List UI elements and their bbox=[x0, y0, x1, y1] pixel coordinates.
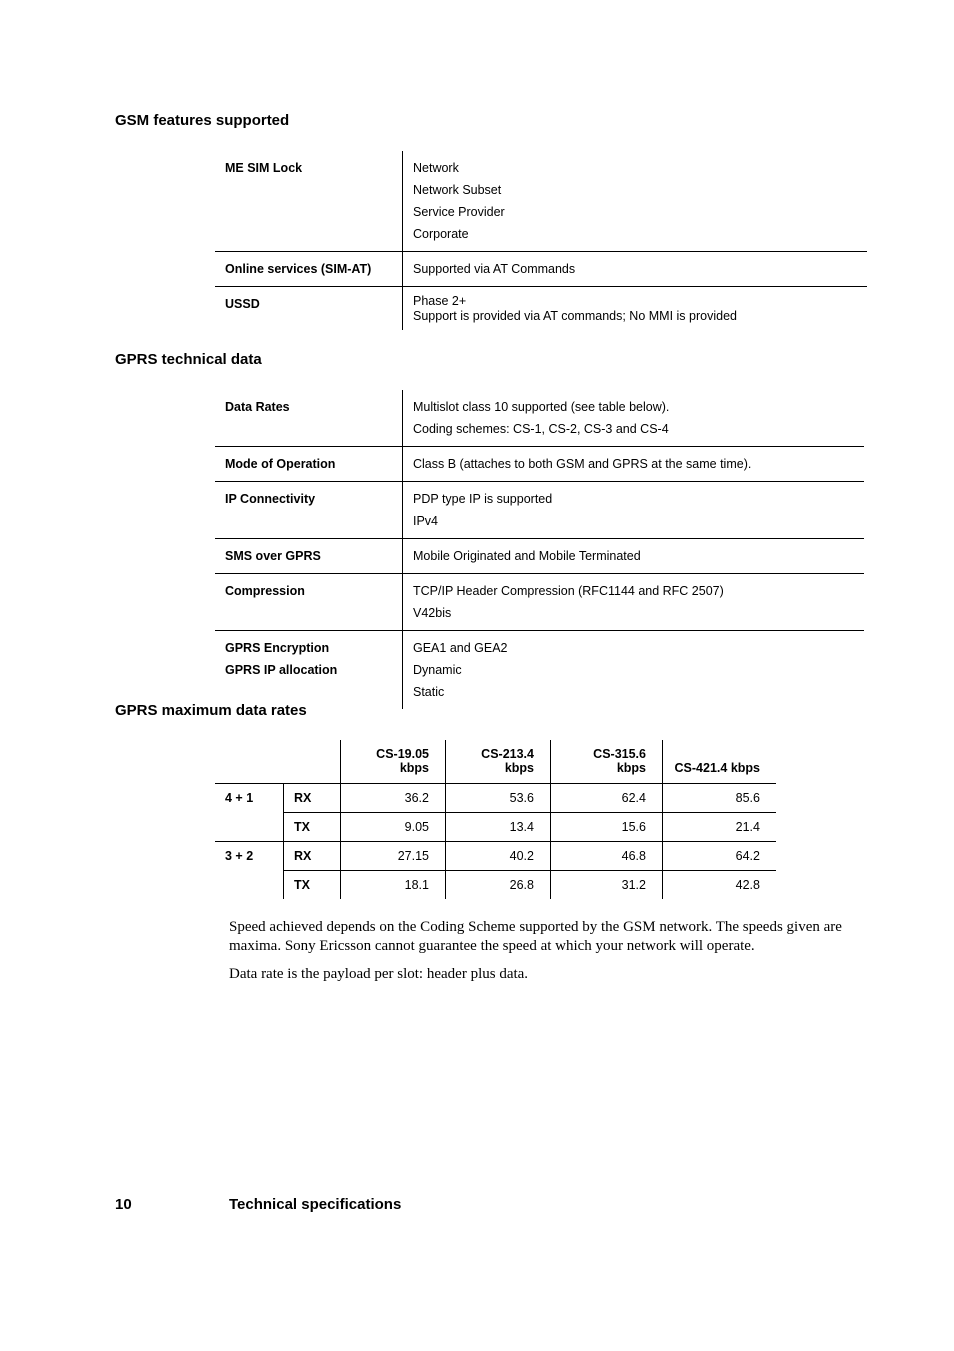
rate-cell: 40.2 bbox=[446, 842, 551, 871]
table-row bbox=[215, 659, 864, 709]
direction-cell: RX bbox=[284, 842, 341, 871]
column-header bbox=[551, 740, 663, 784]
slots-cell: 4 + 1 bbox=[215, 784, 284, 842]
value-line: V42bis bbox=[413, 606, 452, 620]
gsm-features-table bbox=[215, 151, 867, 330]
table-row bbox=[215, 539, 864, 574]
rate-cell: 42.8 bbox=[663, 871, 777, 900]
row-key: SMS over GPRS bbox=[215, 539, 403, 574]
row-key: GPRS IP allocation bbox=[215, 659, 403, 709]
gprs-technical-table bbox=[215, 390, 864, 709]
value-line: Multislot class 10 supported (see table below). bbox=[413, 400, 670, 414]
value-line: Service Provider bbox=[413, 205, 505, 219]
row-key: Compression bbox=[215, 574, 403, 631]
rate-cell: 9.05 bbox=[341, 813, 446, 842]
value-line: PDP type IP is supported bbox=[413, 492, 553, 506]
speed-label: 15.6 kbps bbox=[616, 747, 646, 775]
table-row bbox=[215, 813, 776, 842]
row-value: Supported via AT Commands bbox=[403, 252, 868, 287]
row-value bbox=[403, 287, 868, 331]
scheme-label: CS-2 bbox=[481, 747, 510, 761]
table-row bbox=[215, 871, 776, 900]
rate-cell: 31.2 bbox=[551, 871, 663, 900]
rates-heading: GPRS maximum data rates bbox=[115, 702, 307, 719]
header-empty bbox=[284, 740, 341, 784]
rate-cell: 15.6 bbox=[551, 813, 663, 842]
row-value bbox=[403, 151, 868, 252]
rate-cell: 26.8 bbox=[446, 871, 551, 900]
row-value bbox=[403, 482, 865, 539]
header-empty bbox=[215, 740, 284, 784]
rate-cell: 53.6 bbox=[446, 784, 551, 813]
row-key: IP Connectivity bbox=[215, 482, 403, 539]
page-number: 10 bbox=[115, 1196, 132, 1213]
speed-label: 13.4 kbps bbox=[504, 747, 534, 775]
row-value: Class B (attaches to both GSM and GPRS at the same time). bbox=[403, 447, 865, 482]
header-row bbox=[215, 740, 776, 784]
table-row bbox=[215, 447, 864, 482]
gprs-rates-table bbox=[215, 740, 776, 899]
rate-cell: 85.6 bbox=[663, 784, 777, 813]
value-line: IPv4 bbox=[413, 514, 439, 528]
rate-cell: 64.2 bbox=[663, 842, 777, 871]
row-value bbox=[403, 659, 865, 709]
row-value bbox=[403, 390, 865, 447]
row-value bbox=[403, 574, 865, 631]
data-rate-note-paragraph: Data rate is the payload per slot: header plus data. bbox=[229, 966, 529, 982]
gsm-heading: GSM features supported bbox=[115, 112, 290, 129]
table-row bbox=[215, 631, 864, 660]
table-row bbox=[215, 390, 864, 447]
value-line: Support is provided via AT commands; No MMI is provided bbox=[413, 308, 737, 323]
gprs-heading: GPRS technical data bbox=[115, 351, 262, 368]
scheme-label: CS-1 bbox=[376, 747, 405, 761]
speed-note-paragraph: Speed achieved depends on the Coding Scheme supported by the GSM network. The speeds given are maxima. Sony Ericsson cannot guarantee the speed at which your network will operate. bbox=[229, 919, 842, 954]
rate-cell: 62.4 bbox=[551, 784, 663, 813]
row-value: Mobile Originated and Mobile Terminated bbox=[403, 539, 865, 574]
direction-cell: RX bbox=[284, 784, 341, 813]
row-key: ME SIM Lock bbox=[215, 151, 403, 252]
row-key: USSD bbox=[215, 287, 403, 331]
value-line: Static bbox=[413, 685, 445, 699]
table-row bbox=[215, 482, 864, 539]
rate-cell: 18.1 bbox=[341, 871, 446, 900]
rate-cell: 36.2 bbox=[341, 784, 446, 813]
table-row bbox=[215, 151, 867, 252]
rate-cell: 21.4 bbox=[663, 813, 777, 842]
direction-cell: TX bbox=[284, 813, 341, 842]
direction-cell: TX bbox=[284, 871, 341, 900]
column-header bbox=[341, 740, 446, 784]
slots-cell: 3 + 2 bbox=[215, 842, 284, 900]
column-header bbox=[446, 740, 551, 784]
rate-cell: 13.4 bbox=[446, 813, 551, 842]
value-line: Phase 2+ bbox=[413, 294, 467, 308]
table-row bbox=[215, 842, 776, 871]
row-key: Online services (SIM-AT) bbox=[215, 252, 403, 287]
speed-label: 21.4 kbps bbox=[703, 761, 760, 775]
table-row bbox=[215, 287, 867, 331]
footer-section-title: Technical specifications bbox=[229, 1196, 402, 1213]
rate-cell: 27.15 bbox=[341, 842, 446, 871]
value-line: Corporate bbox=[413, 227, 469, 241]
speed-label: 9.05 kbps bbox=[399, 747, 429, 775]
table-row bbox=[215, 574, 864, 631]
value-line: Network bbox=[413, 161, 459, 175]
value-line: Network Subset bbox=[413, 183, 502, 197]
column-header bbox=[663, 740, 777, 784]
scheme-label: CS-4 bbox=[674, 761, 704, 775]
row-key: Data Rates bbox=[215, 390, 403, 447]
table-row bbox=[215, 252, 867, 287]
row-key: GPRS Encryption bbox=[215, 631, 403, 660]
rate-cell: 46.8 bbox=[551, 842, 663, 871]
scheme-label: CS-3 bbox=[593, 747, 622, 761]
value-line: TCP/IP Header Compression (RFC1144 and RFC 2507) bbox=[413, 584, 724, 598]
row-key: Mode of Operation bbox=[215, 447, 403, 482]
row-value: GEA1 and GEA2 bbox=[413, 641, 508, 655]
table-row bbox=[215, 784, 776, 813]
value-line: Coding schemes: CS-1, CS-2, CS-3 and CS-4 bbox=[413, 422, 669, 436]
value-line: Dynamic bbox=[413, 663, 462, 677]
